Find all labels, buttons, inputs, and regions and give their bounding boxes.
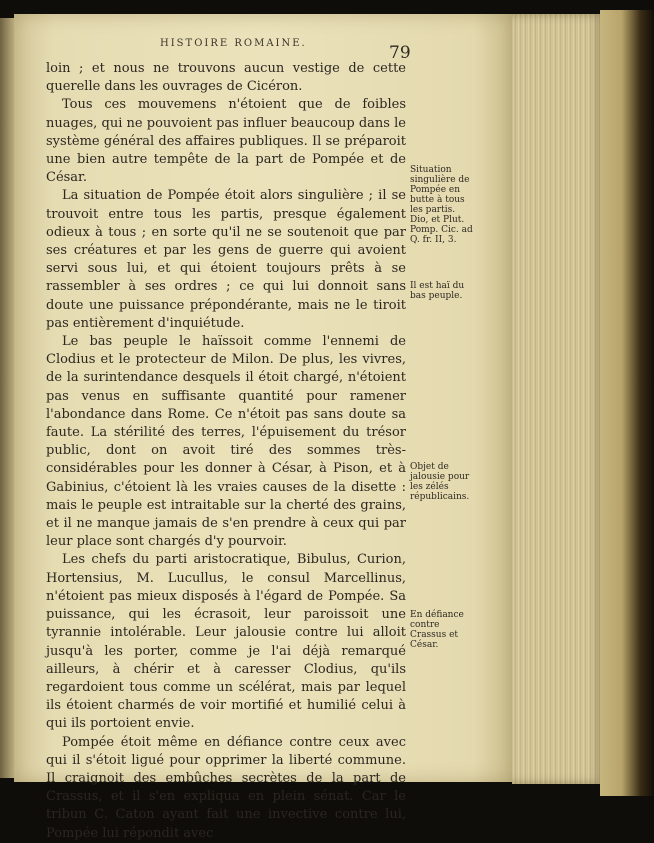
margin-note: Objet de jalousie pour les zélés républicains. bbox=[410, 462, 470, 502]
book-cover-edge bbox=[600, 10, 654, 796]
page-fore-edge bbox=[512, 14, 604, 784]
margin-note: Situation singulière de Pompée en butte à tous les partis. Dio, et Plut. Pomp. Cic. ad Q. fr. II, 3. bbox=[410, 165, 473, 245]
paragraph: Le bas peuple le haïssoit comme l'ennemi de Clodius et le protecteur de Milon. De plus, les vivres, de la surintendance desquels il étoit chargé, n'étoient pas venus en suffisante quantité pour ramener l'abondance dans Rome. Ce n'étoit pas sans doute sa faute. La stérilité des terres, l'épuisement du trésor public, dont on avoit tiré des sommes très-considérables pour les donner à César, à Pison, et à Gabinius, c'étoient là les vraies causes de la disette : mais le peuple est intraitable sur la cherté des grains, et il ne manque jamais de s'en prendre à ceux qui par leur place sont chargés d'y pourvoir. bbox=[46, 334, 406, 550]
paragraph: Les chefs du parti aristocratique, Bibulus, Curion, Hortensius, M. Lucullus, le consul Marcellinus, n'étoient pas mieux disposés à l'égard de Pompée. Sa puissance, qui les écrasoit, leur paroissoit une tyrannie intolérable. Leur jalousie contre lui alloit jusqu'à les porter, comme je l'ai déjà remarqué ailleurs, à chérir et à caresser Clodius, qu'ils regardoient tous comme un scélérat, mais par lequel ils étoient charmés de voir mortifié et humilié celui à qui ils portoient envie. bbox=[46, 552, 406, 732]
margin-note: En défiance contre Crassus et César. bbox=[410, 610, 464, 650]
running-head: HISTOIRE ROMAINE. bbox=[160, 38, 307, 49]
page-number: 79 bbox=[389, 43, 411, 63]
margin-note: Il est haï du bas peuple. bbox=[410, 281, 465, 301]
paragraph: La situation de Pompée étoit alors singulière ; il se trouvoit entre tous les partis, presque également odieux à tous ; en sorte qu'il ne se soutenoit que par ses créatures et par les gens de guerre qui avoient servi sous lui, et qui étoient toujours prêts à se rassembler à ses ordres ; ce qui lui donnoit sans doute une puissance prépondérante, mais ne le tiroit pas entièrement d'inquiétude. bbox=[46, 188, 406, 331]
paragraph: Tous ces mouvemens n'étoient que de foibles nuages, qui ne pouvoient pas influer beaucoup dans le système général des affaires publiques. Il se préparoit une bien autre tempête de la part de Pompée et de César. bbox=[46, 97, 406, 186]
paragraph: loin ; et nous ne trouvons aucun vestige de cette querelle dans les ouvrages de Cicéron. bbox=[46, 61, 406, 95]
paragraph: Pompée étoit même en défiance contre ceux avec qui il s'étoit ligué pour opprimer la liberté commune. Il craignoit des embûches secrètes de la part de Crassus, et il s'en expliqua en plein sénat. Car le tribun C. Caton ayant fait une invective contre lui, Pompée lui répondit avec bbox=[46, 734, 406, 841]
body-text bbox=[46, 60, 406, 843]
